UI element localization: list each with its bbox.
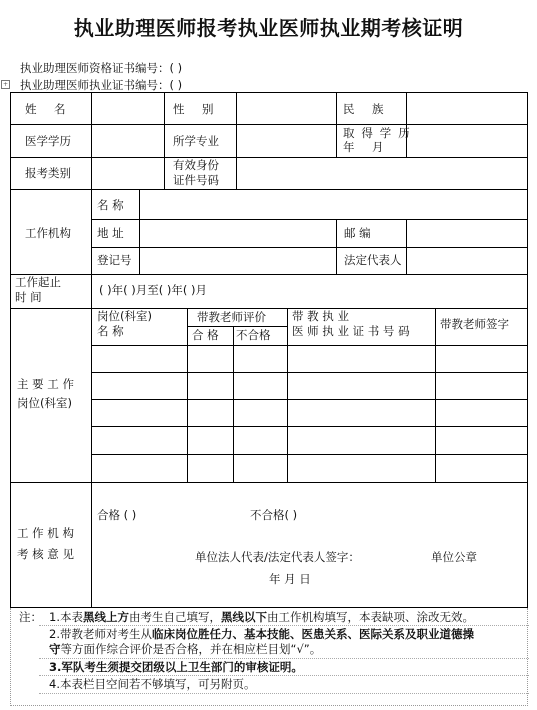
legal-rep-signature-label: 单位法人代表/法定代表人签字： [195, 550, 360, 564]
table-move-handle-icon[interactable]: + [2, 81, 9, 88]
note-2-line2: 守等方面作综合评价是否合格，并在相应栏目划“√”。 [49, 642, 322, 656]
id-label-line2: 证件号码 [173, 173, 219, 187]
work-period-label-line1: 工作起止 [15, 275, 61, 289]
org-address-label: 地 址 [97, 226, 124, 240]
certificate-form-table [10, 92, 528, 608]
eval-fail-header: 不合格 [236, 328, 271, 342]
note-1: 1.本表黑线上方由考生自己填写，黑线以下由工作机构填写，本表缺项、涂改无效。 [49, 610, 474, 624]
registration-label: 登记号 [97, 253, 132, 267]
gender-label: 性 别 [173, 102, 221, 116]
education-label: 医学学历 [25, 134, 71, 148]
teacher-sign-header: 带教老师签字 [440, 317, 509, 331]
work-period-value: ( )年( )月至( )年( )月 [99, 283, 208, 297]
teacher-eval-header: 带教老师评价 [197, 310, 266, 324]
obtained-date-label: 年 月 [343, 140, 391, 154]
name-label: 姓 名 [25, 102, 73, 116]
review-pass-option: 合格 ( ) [97, 508, 137, 522]
ethnicity-label: 民 族 [343, 102, 391, 116]
major-label: 所学专业 [173, 134, 219, 148]
note-2-line1: 2.带教老师对考生从临床岗位胜任力、基本技能、医患关系、医际关系及职业道德操 [49, 627, 474, 641]
work-period-label-line2: 时 间 [15, 290, 42, 304]
exam-category-label: 报考类别 [25, 166, 71, 180]
main-post-label-line1: 主 要 工 作 [17, 377, 74, 391]
teacher-cert-header-line2: 医 师 执 业 证 书 号 码 [292, 324, 410, 338]
legal-rep-label: 法定代表人 [344, 253, 402, 267]
org-name-label: 名 称 [97, 198, 124, 212]
official-seal-label: 单位公章 [431, 550, 477, 564]
work-org-label: 工作机构 [25, 226, 71, 240]
notes-label: 注： [19, 610, 42, 624]
qualification-cert-number: 执业助理医师资格证书编号：( ) [20, 61, 183, 75]
note-3: 3.军队考生须提交团级以上卫生部门的审核证明。 [49, 660, 303, 674]
document-title: 执业助理医师报考执业医师执业期考核证明 [73, 16, 464, 40]
main-post-label-line2: 岗位(科室) [17, 396, 72, 410]
teacher-cert-header-line1: 带 教 执 业 [292, 309, 349, 323]
post-col-header-line1: 岗位(科室) [97, 309, 152, 323]
id-label-line1: 有效身份 [173, 158, 219, 172]
obtained-degree-label: 取得学历 [343, 126, 417, 140]
org-review-label-line1: 工 作 机 构 [17, 526, 74, 540]
review-date-label: 年 月 日 [269, 572, 311, 586]
note-4: 4.本表栏目空间若不够填写，可另附页。 [49, 677, 256, 691]
notes-section [10, 608, 528, 706]
post-col-header-line2: 名 称 [97, 324, 124, 338]
eval-pass-header: 合 格 [192, 328, 219, 342]
org-review-label-line2: 考 核 意 见 [17, 547, 74, 561]
review-fail-option: 不合格( ) [250, 508, 298, 522]
postcode-label: 邮 编 [344, 226, 371, 240]
practice-cert-number: 执业助理医师执业证书编号：( ) [20, 78, 183, 92]
